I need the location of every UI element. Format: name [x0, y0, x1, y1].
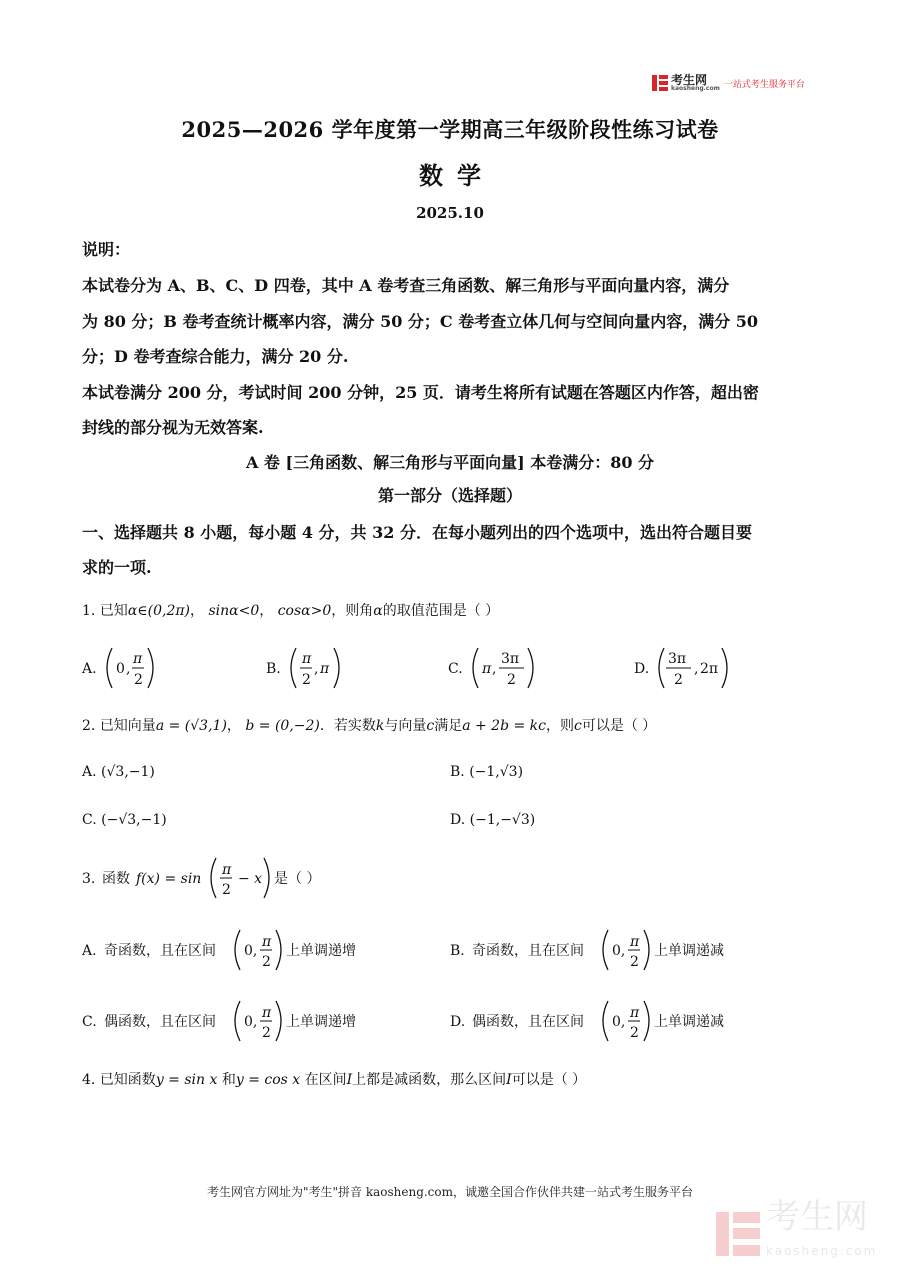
svg-text:0,: 0,	[612, 943, 626, 959]
svg-text:上单调递减: 上单调递减	[654, 943, 724, 959]
svg-text:2: 2	[222, 882, 231, 898]
exam-subject: 数学	[419, 161, 495, 190]
question-3-stem	[78, 852, 438, 904]
svg-text:D.: D.	[450, 1014, 466, 1030]
instructions-heading: 说明：	[82, 240, 131, 259]
svg-text:D.: D.	[634, 661, 650, 677]
option-d[interactable]	[450, 1001, 724, 1041]
option-d[interactable]: D. (−1,−√3)	[450, 812, 536, 828]
section-description: 求的一项.	[82, 558, 152, 577]
instructions-line: 封线的部分视为无效答案.	[82, 418, 264, 437]
svg-text:3π: 3π	[668, 651, 687, 667]
watermark-logo-icon	[716, 1212, 760, 1256]
question-1-options	[78, 644, 778, 692]
svg-text:奇函数，且在区间: 奇函数，且在区间	[104, 943, 216, 959]
option-b[interactable]	[266, 648, 339, 688]
svg-text:A.: A.	[82, 661, 97, 677]
svg-text:,: ,	[694, 661, 699, 677]
svg-text:,: ,	[126, 661, 131, 677]
svg-text:π: π	[222, 862, 232, 878]
watermark-text: 考生网 kaosheng.com	[766, 1197, 878, 1258]
option-b[interactable]	[450, 930, 724, 970]
brand-name: 考生网 kaosheng.com	[671, 73, 720, 92]
brand-logo	[652, 72, 805, 94]
option-c[interactable]	[82, 1001, 356, 1041]
svg-text:− x: − x	[238, 871, 263, 887]
svg-text:π: π	[482, 661, 492, 677]
svg-text:π: π	[320, 661, 330, 677]
question-2-stem: 2. 已知向量a = (√3,1)， b = (0,−2)．若实数k与向量c满足a + 2b = kc，则c可以是（ ）	[82, 718, 657, 734]
svg-text:2: 2	[507, 672, 516, 688]
svg-text:偶函数，且在区间: 偶函数，且在区间	[472, 1014, 584, 1030]
instructions-line: 本试卷分为 A、B、C、D 四卷，其中 A 卷考查三角函数、解三角形与平面向量内容，满分	[82, 276, 730, 295]
svg-text:A.: A.	[82, 943, 97, 959]
svg-text:上单调递减: 上单调递减	[654, 1014, 724, 1030]
brand-slogan: 一站式考生服务平台	[723, 79, 805, 90]
svg-text:f(x) = sin: f(x) = sin	[136, 871, 202, 887]
option-b[interactable]: B. (−1,√3)	[450, 764, 524, 780]
question-1-stem: 1. 已知α∈(0,2π)， sinα<0， cosα>0，则角α的取值范围是（ ）	[82, 603, 500, 619]
question-3-options	[78, 924, 818, 1074]
svg-text:2: 2	[630, 954, 639, 970]
option-c[interactable]: C. (−√3,−1)	[82, 812, 167, 828]
svg-text:2: 2	[302, 672, 311, 688]
question-4-stem: 4. 已知函数y = sin x 和y = cos x 在区间I上都是减函数，那么区间I可以是（ ）	[82, 1072, 587, 1088]
svg-text:,: ,	[314, 661, 319, 677]
brand-logo-icon	[652, 75, 668, 91]
watermark	[716, 1197, 878, 1268]
svg-text:3.: 3.	[82, 871, 96, 887]
option-a[interactable]: A. (√3,−1)	[82, 764, 155, 780]
svg-text:2: 2	[262, 1025, 271, 1041]
exam-date: 2025.10	[416, 204, 484, 222]
page-footer: 考生网官方网址为"考生"拼音 kaosheng.com，诚邀全国合作伙伴共建一站式考生服务平台	[206, 1185, 694, 1199]
exam-title: 2025—2026 学年度第一学期高三年级阶段性练习试卷	[181, 117, 719, 142]
svg-text:奇函数，且在区间: 奇函数，且在区间	[472, 943, 584, 959]
part-title: 第一部分（选择题）	[377, 486, 522, 505]
svg-text:偶函数，且在区间: 偶函数，且在区间	[104, 1014, 216, 1030]
option-c[interactable]	[448, 648, 533, 688]
option-d[interactable]	[634, 648, 727, 688]
section-description: 一、选择题共 8 小题，每小题 4 分，共 32 分．在每小题列出的四个选项中，选出符合题目要	[82, 523, 752, 542]
instructions-line: 为 80 分；B 卷考查统计概率内容，满分 50 分；C 卷考查立体几何与空间向量内容，满分 50	[82, 312, 759, 331]
svg-text:2: 2	[134, 672, 143, 688]
svg-text:0,: 0,	[244, 1014, 258, 1030]
svg-text:B.: B.	[450, 943, 465, 959]
svg-text:0,: 0,	[612, 1014, 626, 1030]
instructions-line: 本试卷满分 200 分，考试时间 200 分钟，25 页．请考生将所有试题在答题区内作答，超出密	[82, 383, 759, 402]
svg-text:2: 2	[674, 672, 683, 688]
svg-text:π: π	[630, 1005, 640, 1021]
svg-text:C.: C.	[82, 1014, 97, 1030]
svg-text:上单调递增: 上单调递增	[286, 1014, 356, 1030]
svg-text:π: π	[302, 651, 312, 667]
svg-text:2: 2	[630, 1025, 639, 1041]
svg-text:0,: 0,	[244, 943, 258, 959]
instructions-line: 分；D 卷考查综合能力，满分 20 分.	[82, 347, 349, 366]
svg-text:π: π	[262, 934, 272, 950]
svg-text:B.: B.	[266, 661, 281, 677]
svg-text:3π: 3π	[501, 651, 520, 667]
svg-text:,: ,	[492, 661, 497, 677]
svg-text:π: π	[262, 1005, 272, 1021]
svg-text:上单调递增: 上单调递增	[286, 943, 356, 959]
svg-text:函数: 函数	[102, 871, 130, 887]
svg-text:π: π	[133, 651, 143, 667]
svg-text:2π: 2π	[700, 661, 719, 677]
option-a[interactable]	[81, 930, 356, 970]
brand-domain: kaosheng.com	[671, 85, 720, 92]
svg-text:是（ ）: 是（ ）	[274, 871, 321, 887]
volume-title: A 卷 [三角函数、解三角形与平面向量] 本卷满分：80 分	[245, 453, 655, 472]
svg-text:C.: C.	[448, 661, 463, 677]
svg-text:0: 0	[116, 661, 125, 677]
option-a[interactable]	[81, 648, 153, 688]
svg-text:π: π	[630, 934, 640, 950]
svg-text:2: 2	[262, 954, 271, 970]
